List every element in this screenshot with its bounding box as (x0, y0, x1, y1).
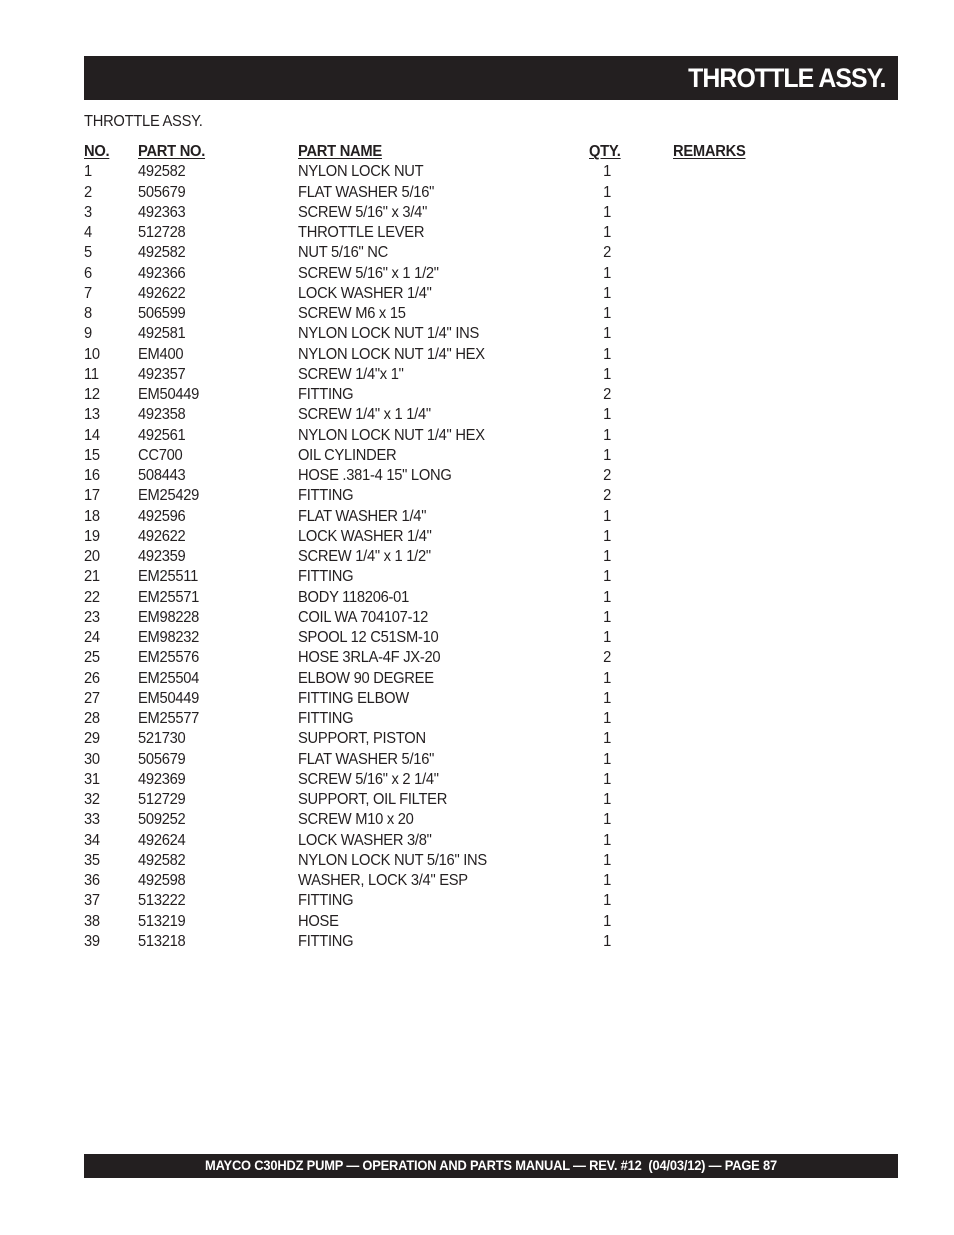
cell-qty: 1 (603, 325, 611, 343)
table-row (84, 750, 784, 770)
cell-part-no: 512729 (138, 791, 186, 808)
cell-part-name: NYLON LOCK NUT 1/4" HEX (298, 426, 485, 444)
cell-part-name: SUPPORT, PISTON (298, 730, 426, 748)
cell-qty: 2 (603, 649, 611, 667)
table-row (84, 405, 784, 425)
cell-part-no: 512728 (138, 224, 186, 241)
cell-no: 36 (84, 872, 100, 889)
cell-no: 22 (84, 588, 100, 606)
cell-part-name: SCREW 5/16" x 3/4" (298, 203, 428, 221)
cell-part-no: 505679 (138, 750, 186, 768)
cell-part-no: 492582 (138, 851, 186, 869)
cell-no: 16 (84, 467, 100, 484)
table-row (84, 385, 784, 405)
table-row (84, 223, 784, 243)
cell-part-no: CC700 (138, 446, 183, 464)
cell-qty: 1 (603, 527, 611, 545)
cell-part-no: EM400 (138, 345, 184, 363)
table-row (84, 709, 784, 729)
cell-qty: 1 (603, 406, 611, 424)
table-row (84, 162, 784, 182)
cell-qty: 1 (603, 932, 611, 950)
cell-qty: 1 (603, 345, 611, 363)
cell-part-name: NYLON LOCK NUT 1/4" INS (298, 325, 480, 343)
table-row (84, 486, 784, 506)
cell-qty: 1 (603, 629, 611, 646)
cell-no: 3 (84, 203, 92, 221)
cell-qty: 1 (603, 305, 611, 322)
cell-qty: 1 (603, 224, 611, 241)
cell-qty: 1 (603, 365, 611, 383)
table-row (84, 183, 784, 203)
table-row (84, 345, 784, 365)
cell-no: 23 (84, 608, 100, 626)
cell-part-name: FITTING (298, 710, 354, 727)
cell-no: 5 (84, 244, 92, 262)
cell-part-no: 492369 (138, 770, 186, 788)
cell-part-name: SCREW M10 x 20 (298, 811, 414, 829)
cell-part-name: SCREW 5/16" x 1 1/2" (298, 264, 439, 282)
cell-part-no: EM25576 (138, 649, 200, 667)
cell-part-no: 492561 (138, 426, 186, 444)
cell-part-no: 492622 (138, 284, 186, 302)
cell-no: 14 (84, 426, 100, 444)
cell-part-name: HOSE 3RLA-4F JX-20 (298, 649, 441, 667)
cell-no: 11 (84, 365, 99, 383)
column-header-part-name: PART NAME (298, 143, 382, 160)
table-row (84, 831, 784, 851)
page-header-bar (84, 56, 898, 100)
column-header-part-no: PART NO. (138, 143, 206, 160)
table-row (84, 304, 784, 324)
cell-no: 9 (84, 325, 92, 343)
column-header-qty: QTY. (589, 143, 621, 160)
cell-part-no: 492359 (138, 548, 186, 565)
column-header-remarks: REMARKS (673, 143, 746, 160)
cell-no: 32 (84, 791, 100, 808)
cell-qty: 1 (603, 426, 611, 444)
cell-qty: 1 (603, 750, 611, 768)
cell-qty: 2 (603, 386, 611, 403)
table-row (84, 567, 784, 587)
cell-part-name: SCREW M6 x 15 (298, 305, 406, 322)
cell-no: 39 (84, 932, 100, 950)
cell-no: 6 (84, 264, 92, 282)
cell-qty: 1 (603, 689, 611, 707)
table-row (84, 871, 784, 891)
cell-no: 8 (84, 305, 92, 322)
cell-part-no: 492624 (138, 831, 186, 849)
table-row (84, 628, 784, 648)
cell-part-no: 492582 (138, 163, 186, 181)
cell-part-name: SCREW 5/16" x 2 1/4" (298, 770, 439, 788)
cell-part-no: EM25504 (138, 669, 200, 687)
table-row (84, 932, 784, 952)
cell-part-name: HOSE (298, 912, 339, 930)
cell-no: 27 (84, 689, 100, 707)
table-row (84, 284, 784, 304)
cell-qty: 1 (603, 203, 611, 221)
section-title: THROTTLE ASSY. (84, 113, 203, 130)
cell-part-name: FITTING (298, 487, 354, 505)
cell-part-no: 492358 (138, 406, 186, 424)
cell-qty: 1 (603, 730, 611, 748)
cell-part-name: SPOOL 12 C51SM-10 (298, 629, 439, 646)
cell-part-name: WASHER, LOCK 3/4" ESP (298, 872, 468, 889)
cell-no: 33 (84, 811, 100, 829)
table-row (84, 203, 784, 223)
cell-part-no: EM25571 (138, 588, 200, 606)
cell-part-name: SCREW 1/4"x 1" (298, 365, 404, 383)
table-row (84, 689, 784, 709)
cell-part-name: HOSE .381-4 15" LONG (298, 467, 452, 484)
cell-part-name: LOCK WASHER 1/4" (298, 284, 432, 302)
cell-part-no: 492582 (138, 244, 186, 262)
cell-no: 2 (84, 183, 92, 201)
cell-part-no: 513219 (138, 912, 186, 930)
table-row (84, 608, 784, 628)
cell-no: 19 (84, 527, 100, 545)
cell-qty: 1 (603, 163, 611, 181)
table-row (84, 547, 784, 567)
cell-part-no: 508443 (138, 467, 186, 484)
cell-qty: 1 (603, 912, 611, 930)
cell-part-name: NUT 5/16" NC (298, 244, 389, 262)
table-row (84, 324, 784, 344)
cell-no: 37 (84, 892, 100, 910)
table-row (84, 365, 784, 385)
table-row (84, 810, 784, 830)
cell-part-name: FITTING ELBOW (298, 689, 409, 707)
cell-no: 38 (84, 912, 100, 930)
cell-part-name: THROTTLE LEVER (298, 224, 425, 241)
cell-part-name: FITTING (298, 568, 354, 586)
table-row (84, 243, 784, 263)
cell-part-name: FITTING (298, 892, 354, 910)
cell-no: 21 (84, 568, 100, 586)
cell-qty: 1 (603, 284, 611, 302)
cell-qty: 2 (603, 487, 611, 505)
parts-table (84, 142, 784, 952)
cell-part-name: COIL WA 704107-12 (298, 608, 429, 626)
cell-part-name: SCREW 1/4" x 1 1/4" (298, 406, 431, 424)
cell-part-name: SCREW 1/4" x 1 1/2" (298, 548, 431, 565)
cell-part-no: EM50449 (138, 689, 200, 707)
table-row (84, 527, 784, 547)
cell-qty: 1 (603, 811, 611, 829)
cell-qty: 1 (603, 588, 611, 606)
cell-no: 29 (84, 730, 100, 748)
table-row (84, 466, 784, 486)
cell-qty: 2 (603, 244, 611, 262)
cell-part-name: SUPPORT, OIL FILTER (298, 791, 448, 808)
cell-part-name: FLAT WASHER 1/4" (298, 507, 427, 525)
cell-part-name: LOCK WASHER 1/4" (298, 527, 432, 545)
cell-part-name: OIL CYLINDER (298, 446, 397, 464)
table-row (84, 426, 784, 446)
cell-no: 4 (84, 224, 92, 241)
cell-no: 20 (84, 548, 100, 565)
table-row (84, 648, 784, 668)
cell-qty: 1 (603, 608, 611, 626)
cell-no: 24 (84, 629, 100, 646)
cell-part-no: 492596 (138, 507, 186, 525)
table-row (84, 790, 784, 810)
cell-no: 12 (84, 386, 100, 403)
footer-text: MAYCO C30HDZ PUMP — OPERATION AND PARTS MANUAL — REV. #12 (04/03/12) — PAGE 87 (205, 1157, 777, 1173)
cell-part-no: 506599 (138, 305, 186, 322)
cell-part-no: EM25429 (138, 487, 200, 505)
cell-part-name: LOCK WASHER 3/8" (298, 831, 432, 849)
table-row (84, 891, 784, 911)
table-row (84, 264, 784, 284)
table-row (84, 729, 784, 749)
cell-no: 13 (84, 406, 100, 424)
page-footer-bar (84, 1154, 898, 1178)
cell-no: 15 (84, 446, 100, 464)
cell-part-no: 492366 (138, 264, 186, 282)
page-title: THROTTLE ASSY. (688, 63, 886, 93)
cell-no: 30 (84, 750, 100, 768)
table-header-row (84, 142, 784, 162)
cell-no: 1 (84, 163, 92, 181)
cell-part-name: NYLON LOCK NUT 1/4" HEX (298, 345, 485, 363)
cell-part-no: 505679 (138, 183, 186, 201)
cell-part-no: EM50449 (138, 386, 200, 403)
cell-part-name: NYLON LOCK NUT 5/16" INS (298, 851, 487, 869)
table-row (84, 507, 784, 527)
cell-part-no: EM98232 (138, 629, 200, 646)
cell-part-no: 492581 (138, 325, 186, 343)
cell-no: 34 (84, 831, 100, 849)
cell-part-name: FITTING (298, 386, 354, 403)
cell-no: 26 (84, 669, 100, 687)
table-row (84, 669, 784, 689)
cell-part-name: ELBOW 90 DEGREE (298, 669, 434, 687)
cell-qty: 2 (603, 467, 611, 484)
cell-qty: 1 (603, 183, 611, 201)
cell-no: 28 (84, 710, 100, 727)
cell-part-name: BODY 118206-01 (298, 588, 409, 606)
cell-qty: 1 (603, 507, 611, 525)
cell-qty: 1 (603, 851, 611, 869)
cell-part-no: 513218 (138, 932, 186, 950)
cell-part-no: 492622 (138, 527, 186, 545)
table-row (84, 851, 784, 871)
cell-part-no: EM25511 (138, 568, 199, 586)
cell-no: 35 (84, 851, 100, 869)
cell-no: 25 (84, 649, 100, 667)
cell-part-no: 492357 (138, 365, 186, 383)
cell-part-name: FLAT WASHER 5/16" (298, 750, 435, 768)
cell-no: 18 (84, 507, 100, 525)
cell-qty: 1 (603, 892, 611, 910)
table-row (84, 588, 784, 608)
table-row (84, 770, 784, 790)
cell-part-no: EM98228 (138, 608, 200, 626)
cell-no: 10 (84, 345, 100, 363)
cell-part-name: FLAT WASHER 5/16" (298, 183, 435, 201)
cell-part-no: 492598 (138, 872, 186, 889)
cell-part-name: NYLON LOCK NUT (298, 163, 424, 181)
cell-part-no: EM25577 (138, 710, 200, 727)
cell-qty: 1 (603, 710, 611, 727)
cell-qty: 1 (603, 791, 611, 808)
cell-part-no: 521730 (138, 730, 186, 748)
cell-part-no: 509252 (138, 811, 186, 829)
cell-part-no: 513222 (138, 892, 186, 910)
table-body (84, 162, 784, 952)
column-header-no: NO. (84, 143, 110, 160)
table-row (84, 446, 784, 466)
table-row (84, 912, 784, 932)
cell-qty: 1 (603, 872, 611, 889)
cell-part-no: 492363 (138, 203, 186, 221)
cell-qty: 1 (603, 446, 611, 464)
cell-qty: 1 (603, 770, 611, 788)
cell-qty: 1 (603, 831, 611, 849)
cell-no: 17 (84, 487, 100, 505)
cell-qty: 1 (603, 264, 611, 282)
cell-no: 7 (84, 284, 92, 302)
cell-no: 31 (84, 770, 100, 788)
cell-qty: 1 (603, 568, 611, 586)
cell-qty: 1 (603, 669, 611, 687)
cell-qty: 1 (603, 548, 611, 565)
cell-part-name: FITTING (298, 932, 354, 950)
